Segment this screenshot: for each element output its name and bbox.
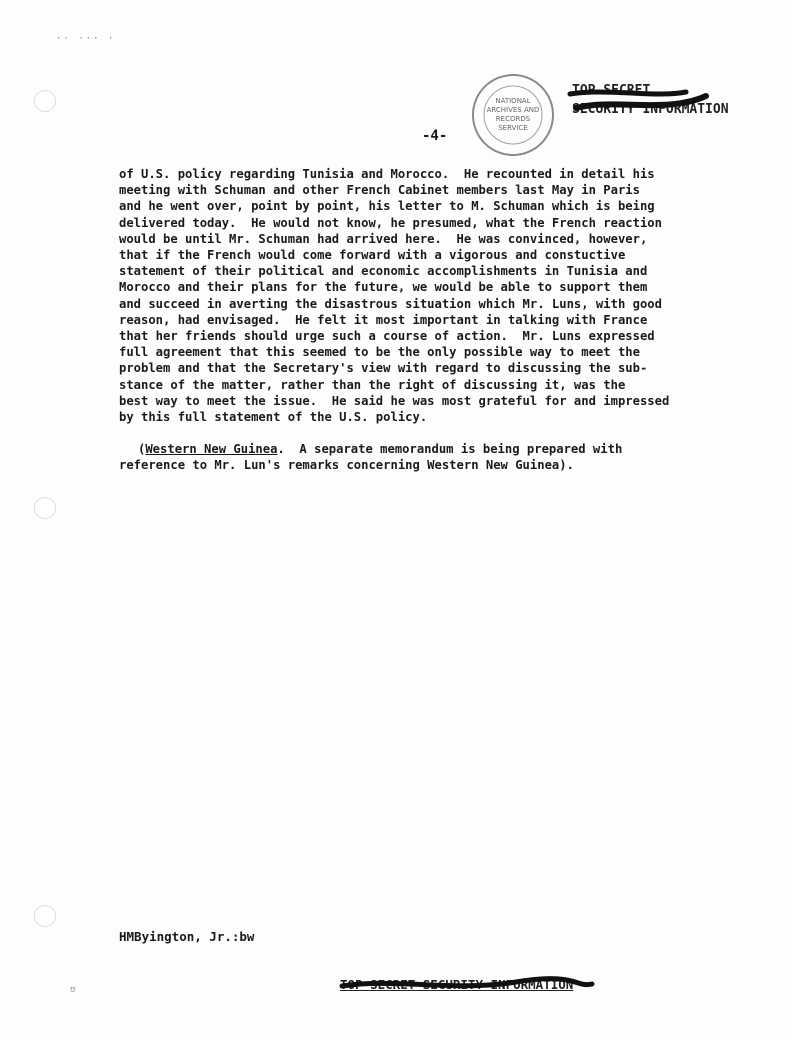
archives-stamp [470, 72, 556, 158]
text-line: delivered today. He would not know, he presumed, what the French reaction [119, 215, 662, 230]
text-line: by this full statement of the U.S. policy. [119, 410, 428, 425]
text-line: of U.S. policy regarding Tunisia and Morocco. He recounted in detail his [119, 167, 655, 181]
text-line: meeting with Schuman and other French Cabinet members last May in Paris [119, 183, 640, 198]
text-line: and he went over, point by point, his letter to M. Schuman which is being [119, 199, 655, 214]
text-line [119, 441, 739, 457]
text-line: statement of their political and economic accomplishments in Tunisia and [119, 264, 648, 279]
text-line: and succeed in averting the disastrous situation which Mr. Luns, with good [119, 296, 662, 311]
memo-body [119, 166, 739, 474]
text-line: best way to meet the issue. He said he was most grateful for and impressed [119, 393, 670, 408]
text-line: that her friends should urge such a course of action. Mr. Luns expressed [119, 329, 655, 344]
text-line: stance of the matter, rather than the right of discussing it, was the [119, 377, 626, 392]
paragraph-1 [119, 166, 739, 425]
section-heading: Western New Guinea [145, 442, 278, 457]
classification-line1: TOP SECRET [572, 83, 651, 98]
redaction-scribble-icon [336, 974, 598, 1000]
paragraph-2 [119, 441, 739, 473]
text-line: reason, had envisaged. He felt it most important in talking with France [119, 312, 648, 327]
page-number: -4- [422, 128, 448, 144]
stamp-line: ARCHIVES AND [486, 106, 540, 114]
stamp-text [470, 72, 556, 158]
stamp-line: RECORDS [495, 115, 531, 123]
text-line: full agreement that this seemed to be the only possible way to meet the [119, 345, 640, 360]
text-line: Morocco and their plans for the future, we would be able to support them [119, 280, 648, 295]
drafter-initials: HMByington, Jr.:bw [119, 929, 255, 944]
text-fragment: . A separate memorandum is being prepared with [277, 442, 623, 457]
classification-footer: TOP SECRET SECURITY INFORMATION [340, 977, 574, 992]
margin-speck: ʊ [70, 985, 76, 995]
text-line: reference to Mr. Lun's remarks concerning Western New Guinea). [119, 458, 574, 473]
paren-open: ( [138, 442, 146, 457]
punch-hole [34, 905, 56, 927]
stamp-line: NATIONAL [495, 97, 531, 105]
punch-hole [34, 90, 56, 112]
punch-hole [34, 497, 56, 519]
classification-line2: SECURITY INFORMATION [572, 102, 729, 117]
text-line: problem and that the Secretary's view with regard to discussing the sub- [119, 361, 648, 376]
text-line: would be until Mr. Schuman had arrived here. He was convinced, however, [119, 231, 648, 246]
margin-marks: ·· ··· · [56, 34, 116, 44]
redaction-scribble-icon [566, 84, 736, 120]
text-line: that if the French would come forward with a vigorous and constuctive [119, 248, 626, 263]
stamp-line: SERVICE [498, 124, 528, 132]
